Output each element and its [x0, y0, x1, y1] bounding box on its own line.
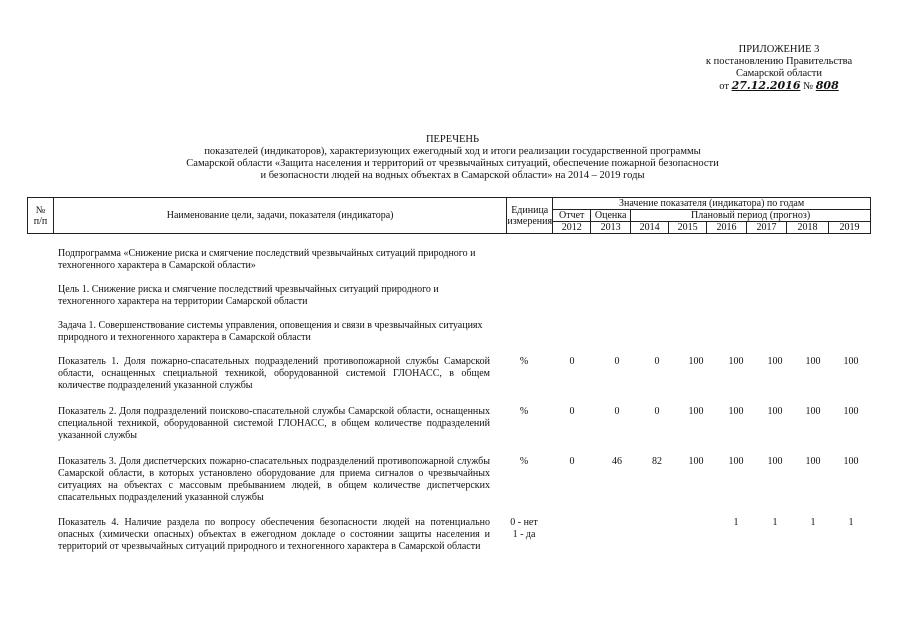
indicator-unit: %	[519, 456, 529, 467]
header-num: № п/п	[28, 198, 54, 234]
header-year: 2018	[786, 222, 828, 234]
indicator-unit	[500, 517, 548, 541]
value-2013: 0	[614, 406, 620, 417]
header-plan: Плановый период (прогноз)	[631, 210, 871, 222]
header-estimate: Оценка	[591, 210, 631, 222]
indicator-unit: %	[519, 406, 529, 417]
value-2015: 100	[688, 456, 704, 467]
unit-option-yes: 1 - да	[512, 529, 536, 540]
table-header	[27, 197, 871, 234]
appendix-decree: к постановлению Правительства	[705, 56, 853, 67]
date-prefix: от	[719, 81, 729, 92]
indicator-name: Показатель 1. Доля пожарно-спасательных подразделений противопожарной службы Самарской области, оснащенных специальной техникой, оборудованной системой ГЛОНАСС, в общем количестве подразделений указанной службы	[58, 356, 490, 391]
appendix-title: ПРИЛОЖЕНИЕ 3	[738, 44, 820, 55]
decree-number: 808	[815, 79, 839, 92]
value-2012: 0	[569, 406, 575, 417]
value-2017: 1	[772, 517, 778, 528]
unit-option-no: 0 - нет	[510, 517, 538, 528]
value-2018: 100	[805, 406, 821, 417]
indicator-unit: %	[519, 356, 529, 367]
value-2019: 100	[843, 406, 859, 417]
value-2018: 100	[805, 356, 821, 367]
header-report: Отчет	[553, 210, 591, 222]
indicator-name: Показатель 3. Доля диспетчерских пожарно-спасательных подразделений противопожарной службы Самарской области, в которых установлено оборудование для приема сигналов о чрезвычайных ситуациях на объектах с массовым пребыванием людей, в общем количестве диспетчерских спасательных подразделений указанной службы	[58, 456, 490, 503]
header-name: Наименование цели, задачи, показателя (индикатора)	[53, 198, 506, 234]
header-unit: Единица измерения	[507, 198, 553, 234]
value-2014: 0	[654, 356, 660, 367]
header-year: 2017	[747, 222, 787, 234]
value-2017: 100	[767, 406, 783, 417]
task-heading: Задача 1. Совершенствование системы управления, оповещения и связи в чрезвычайных ситуациях природного и техногенного характера в Самарской области	[58, 320, 483, 343]
value-2018: 1	[810, 517, 816, 528]
title-heading: ПЕРЕЧЕНЬ	[425, 134, 480, 145]
decree-date: 27.12.2016	[731, 79, 801, 92]
value-2012: 0	[569, 356, 575, 367]
header-year: 2016	[707, 222, 747, 234]
title-line-3: и безопасности людей на водных объектах в Самарской области» на 2014 – 2019 годы	[260, 170, 645, 181]
value-2019: 100	[843, 356, 859, 367]
value-2016: 1	[733, 517, 739, 528]
header-year: 2019	[828, 222, 870, 234]
document-title	[0, 134, 905, 182]
number-prefix: №	[803, 81, 814, 92]
goal-heading: Цель 1. Снижение риска и смягчение последствий чрезвычайных ситуаций природного и техногенного характера на территории Самарской области	[58, 284, 439, 307]
value-2019: 1	[848, 517, 854, 528]
header-year: 2014	[631, 222, 669, 234]
value-2014: 0	[654, 406, 660, 417]
header-year: 2012	[553, 222, 591, 234]
indicator-name: Показатель 2. Доля подразделений поисково-спасательной службы Самарской области, оснащенных специальной техникой, оборудованной системой ГЛОНАСС, в общем количестве подразделений указанной службы	[58, 406, 490, 441]
header-values-group: Значение показателя (индикатора) по годам	[553, 198, 871, 210]
value-2017: 100	[767, 456, 783, 467]
value-2013: 0	[614, 356, 620, 367]
value-2018: 100	[805, 456, 821, 467]
header-year: 2015	[669, 222, 707, 234]
value-2012: 0	[569, 456, 575, 467]
appendix-date-line	[689, 80, 869, 93]
value-2015: 100	[688, 356, 704, 367]
value-2016: 100	[728, 456, 744, 467]
title-line-2: Самарской области «Защита населения и территорий от чрезвычайных ситуаций, обеспечение пожарной безопасности	[186, 158, 719, 169]
value-2014: 82	[652, 456, 662, 467]
value-2019: 100	[843, 456, 859, 467]
value-2016: 100	[728, 356, 744, 367]
value-2016: 100	[728, 406, 744, 417]
title-line-1: показателей (индикаторов), характеризующих ежегодный ход и итоги реализации государственной программы	[204, 146, 701, 157]
value-2013: 46	[612, 456, 622, 467]
value-2017: 100	[767, 356, 783, 367]
value-2015: 100	[688, 406, 704, 417]
indicator-name: Показатель 4. Наличие раздела по вопросу обеспечения безопасности людей на потенциально опасных (химически опасных) объектах в ежегодном докладе о состоянии защиты населения и территорий от чрезвычайных ситуаций природного и техногенного характера в Самарской области	[58, 517, 490, 552]
appendix-block	[689, 44, 869, 93]
subprogram-heading: Подпрограмма «Снижение риска и смягчение последствий чрезвычайных ситуаций природного и техногенного характера в Самарской области»	[58, 248, 476, 271]
appendix-region: Самарской области	[736, 68, 822, 79]
header-year: 2013	[591, 222, 631, 234]
